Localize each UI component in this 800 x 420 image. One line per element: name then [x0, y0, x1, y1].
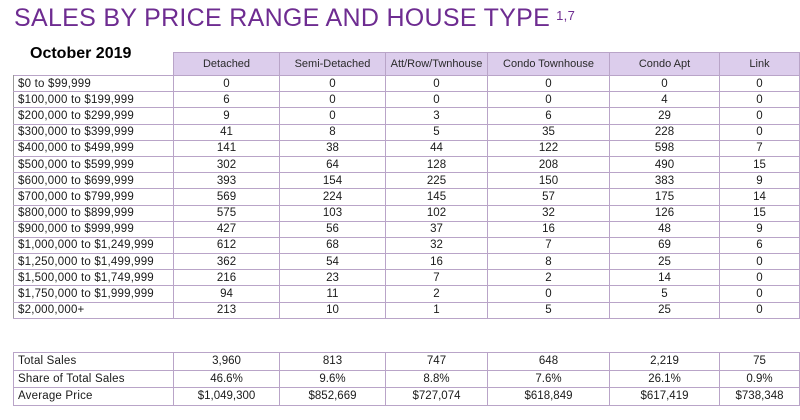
table-cell: 29 [610, 108, 720, 124]
table-cell: 14 [720, 189, 800, 205]
row-label: $2,000,000+ [14, 302, 174, 318]
row-label: $1,750,000 to $1,999,999 [14, 286, 174, 302]
table-cell: 228 [610, 124, 720, 140]
table-cell: 16 [386, 254, 488, 270]
table-cell: 0 [488, 92, 610, 108]
table-cell: 7 [386, 270, 488, 286]
row-label: $600,000 to $699,999 [14, 173, 174, 189]
table-cell: 208 [488, 156, 610, 172]
table-cell: 9 [720, 173, 800, 189]
sales-table [13, 52, 800, 319]
table-cell: 2,219 [610, 353, 720, 371]
table-cell: 648 [488, 353, 610, 371]
table-cell: 175 [610, 189, 720, 205]
table-cell: 216 [174, 270, 280, 286]
table-cell: 0 [386, 92, 488, 108]
table-cell: 57 [488, 189, 610, 205]
table-cell: 150 [488, 173, 610, 189]
table-cell: 128 [386, 156, 488, 172]
table-row [14, 124, 800, 140]
table-cell: $617,419 [610, 388, 720, 406]
summary-body [14, 353, 800, 406]
table-cell: 2 [488, 270, 610, 286]
table-cell: 0 [720, 254, 800, 270]
row-label: $1,500,000 to $1,749,999 [14, 270, 174, 286]
table-cell: 5 [386, 124, 488, 140]
summary-row [14, 388, 800, 406]
table-cell: 7 [488, 237, 610, 253]
row-label: Total Sales [14, 353, 174, 371]
header-corner [14, 53, 174, 76]
title-text: SALES BY PRICE RANGE AND HOUSE TYPE [14, 4, 551, 32]
table-cell: 0 [610, 76, 720, 92]
row-label: $1,250,000 to $1,499,999 [14, 254, 174, 270]
row-label: $700,000 to $799,999 [14, 189, 174, 205]
table-cell: 0 [720, 124, 800, 140]
table-cell: 1 [386, 302, 488, 318]
table-cell: 122 [488, 140, 610, 156]
table-cell: $727,074 [386, 388, 488, 406]
table-cell: 0 [720, 76, 800, 92]
column-header: Att/Row/Twnhouse [386, 53, 488, 76]
table-row [14, 270, 800, 286]
table-cell: 813 [280, 353, 386, 371]
table-cell: $852,669 [280, 388, 386, 406]
table-cell: 0 [720, 108, 800, 124]
column-header: Link [720, 53, 800, 76]
title-footnote-ref: 1,7 [556, 8, 576, 23]
table-cell: 23 [280, 270, 386, 286]
table-cell: 32 [488, 205, 610, 221]
table-cell: 102 [386, 205, 488, 221]
table-cell: 9 [174, 108, 280, 124]
table-row [14, 205, 800, 221]
row-label: Average Price [14, 388, 174, 406]
table-cell: 8.8% [386, 370, 488, 388]
table-row [14, 108, 800, 124]
table-cell: 69 [610, 237, 720, 253]
table-cell: 41 [174, 124, 280, 140]
table-cell: 0 [720, 92, 800, 108]
table-cell: 4 [610, 92, 720, 108]
table-cell: 0 [280, 76, 386, 92]
column-header: Condo Apt [610, 53, 720, 76]
table-cell: 0.9% [720, 370, 800, 388]
row-label: $800,000 to $899,999 [14, 205, 174, 221]
table-cell: 575 [174, 205, 280, 221]
table-cell: 68 [280, 237, 386, 253]
table-cell: 145 [386, 189, 488, 205]
table-cell: 44 [386, 140, 488, 156]
table-cell: 35 [488, 124, 610, 140]
table-row [14, 156, 800, 172]
table-cell: 126 [610, 205, 720, 221]
table-cell: 0 [174, 76, 280, 92]
table-cell: 3,960 [174, 353, 280, 371]
row-label: $500,000 to $599,999 [14, 156, 174, 172]
summary-row [14, 370, 800, 388]
table-cell: 0 [386, 76, 488, 92]
table-cell: 9 [720, 221, 800, 237]
table-row [14, 286, 800, 302]
table-row [14, 173, 800, 189]
table-cell: 7 [720, 140, 800, 156]
row-label: $300,000 to $399,999 [14, 124, 174, 140]
table-cell: 75 [720, 353, 800, 371]
row-label: Share of Total Sales [14, 370, 174, 388]
table-cell: 26.1% [610, 370, 720, 388]
table-cell: 46.6% [174, 370, 280, 388]
table-cell: 48 [610, 221, 720, 237]
row-label: $0 to $99,999 [14, 76, 174, 92]
table-cell: 6 [720, 237, 800, 253]
table-cell: 747 [386, 353, 488, 371]
table-cell: 141 [174, 140, 280, 156]
table-cell: 612 [174, 237, 280, 253]
column-header-row [14, 53, 800, 76]
table-cell: 393 [174, 173, 280, 189]
table-cell: $738,348 [720, 388, 800, 406]
table-cell: 32 [386, 237, 488, 253]
row-label: $200,000 to $299,999 [14, 108, 174, 124]
table-row [14, 140, 800, 156]
table-cell: 5 [610, 286, 720, 302]
table-cell: 0 [280, 92, 386, 108]
table-cell: 8 [280, 124, 386, 140]
table-cell: 8 [488, 254, 610, 270]
table-cell: 64 [280, 156, 386, 172]
column-header: Semi-Detached [280, 53, 386, 76]
row-label: $400,000 to $499,999 [14, 140, 174, 156]
table-cell: 362 [174, 254, 280, 270]
table-cell: 9.6% [280, 370, 386, 388]
table-cell: 490 [610, 156, 720, 172]
table-cell: 154 [280, 173, 386, 189]
table-row [14, 237, 800, 253]
table-cell: 383 [610, 173, 720, 189]
table-cell: 2 [386, 286, 488, 302]
report-period: October 2019 [30, 45, 132, 62]
table-cell: 10 [280, 302, 386, 318]
table-cell: 54 [280, 254, 386, 270]
table-cell: 213 [174, 302, 280, 318]
table-cell: 94 [174, 286, 280, 302]
table-cell: 0 [720, 302, 800, 318]
table-cell: $1,049,300 [174, 388, 280, 406]
summary-table [13, 352, 800, 406]
table-cell: 103 [280, 205, 386, 221]
table-row [14, 221, 800, 237]
column-header: Condo Townhouse [488, 53, 610, 76]
table-cell: 14 [610, 270, 720, 286]
table-row [14, 189, 800, 205]
table-cell: 0 [488, 286, 610, 302]
table-cell: $618,849 [488, 388, 610, 406]
row-label: $900,000 to $999,999 [14, 221, 174, 237]
table-cell: 427 [174, 221, 280, 237]
table-row [14, 92, 800, 108]
table-cell: 16 [488, 221, 610, 237]
column-header: Detached [174, 53, 280, 76]
table-cell: 0 [488, 76, 610, 92]
table-cell: 302 [174, 156, 280, 172]
table-cell: 11 [280, 286, 386, 302]
table-cell: 0 [720, 270, 800, 286]
table-row [14, 254, 800, 270]
table-cell: 6 [488, 108, 610, 124]
page-title [14, 4, 575, 33]
table-cell: 3 [386, 108, 488, 124]
table-cell: 598 [610, 140, 720, 156]
table-cell: 7.6% [488, 370, 610, 388]
summary-row [14, 353, 800, 371]
table-cell: 6 [174, 92, 280, 108]
row-label: $100,000 to $199,999 [14, 92, 174, 108]
row-label: $1,000,000 to $1,249,999 [14, 237, 174, 253]
table-row [14, 302, 800, 318]
table-cell: 37 [386, 221, 488, 237]
table-cell: 5 [488, 302, 610, 318]
table-cell: 38 [280, 140, 386, 156]
table-cell: 224 [280, 189, 386, 205]
table-cell: 15 [720, 156, 800, 172]
table-cell: 569 [174, 189, 280, 205]
table-cell: 56 [280, 221, 386, 237]
table-body [14, 76, 800, 319]
table-cell: 0 [280, 108, 386, 124]
table-cell: 0 [720, 286, 800, 302]
table-cell: 25 [610, 302, 720, 318]
table-cell: 15 [720, 205, 800, 221]
table-row [14, 76, 800, 92]
table-cell: 225 [386, 173, 488, 189]
table-cell: 25 [610, 254, 720, 270]
